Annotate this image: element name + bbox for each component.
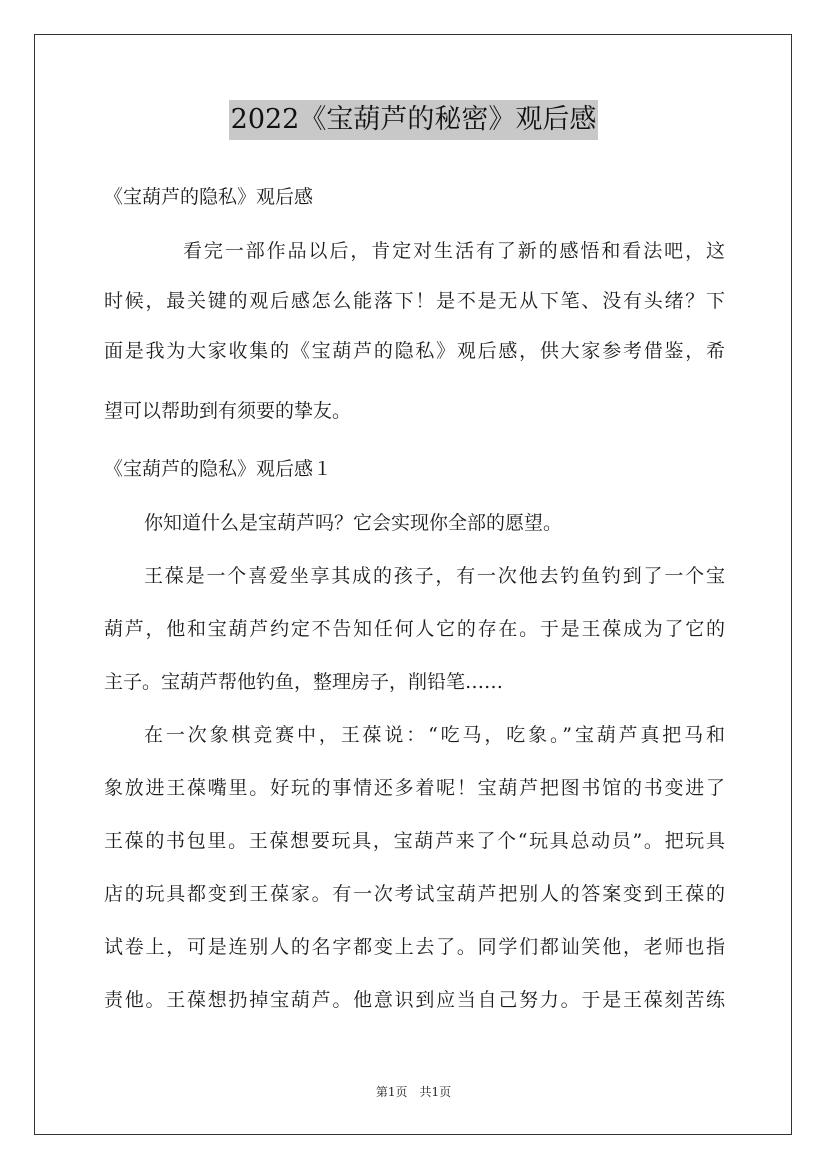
paragraph-line: 责他。王葆想扔掉宝葫芦。他意识到应当自己努力。于是王葆刻苦练: [104, 989, 725, 1011]
intro-line: 时候，最关键的观后感怎么能落下！是不是无从下笔、没有头绪？下: [104, 290, 725, 312]
section-heading: 《宝葫芦的隐私》观后感１: [104, 458, 333, 480]
document-title: 2022《宝葫芦的秘密》观后感: [229, 100, 599, 140]
paragraph-line: 王葆的书包里。王葆想要玩具，宝葫芦来了个“玩具总动员”。把玩具: [104, 830, 725, 852]
paragraph-line: 试卷上，可是连别人的名字都变上去了。同学们都讪笑他，老师也指: [104, 936, 725, 958]
intro-line: 面是我为大家收集的《宝葫芦的隐私》观后感，供大家参考借鉴，希: [104, 340, 725, 362]
paragraph-line: 象放进王葆嘴里。好玩的事情还多着呢！宝葫芦把图书馆的书变进了: [104, 777, 725, 799]
paragraph-line: 店的玩具都变到王葆家。有一次考试宝葫芦把别人的答案变到王葆的: [104, 883, 725, 905]
paragraph-line: 主子。宝葫芦帮他钓鱼，整理房子，削铅笔……: [104, 671, 504, 693]
intro-line: 看完一部作品以后，肯定对生活有了新的感悟和看法吧，这: [183, 240, 725, 262]
title-container: [0, 100, 827, 140]
document-subtitle: 《宝葫芦的隐私》观后感: [104, 186, 314, 208]
paragraph-line: 王葆是一个喜爱坐享其成的孩子，有一次他去钓鱼钓到了一个宝: [144, 565, 725, 587]
intro-line: 望可以帮助到有须要的挚友。: [104, 400, 352, 422]
paragraph-line: 在一次象棋竞赛中，王葆说：“吃马，吃象。”宝葫芦真把马和: [144, 724, 725, 746]
paragraph-line: 葫芦，他和宝葫芦约定不告知任何人它的存在。于是王葆成为了它的: [104, 618, 725, 640]
paragraph-line: 你知道什么是宝葫芦吗？它会实现你全部的愿望。: [144, 512, 563, 534]
page-number-footer: 第1页 共1页: [375, 1085, 452, 1099]
